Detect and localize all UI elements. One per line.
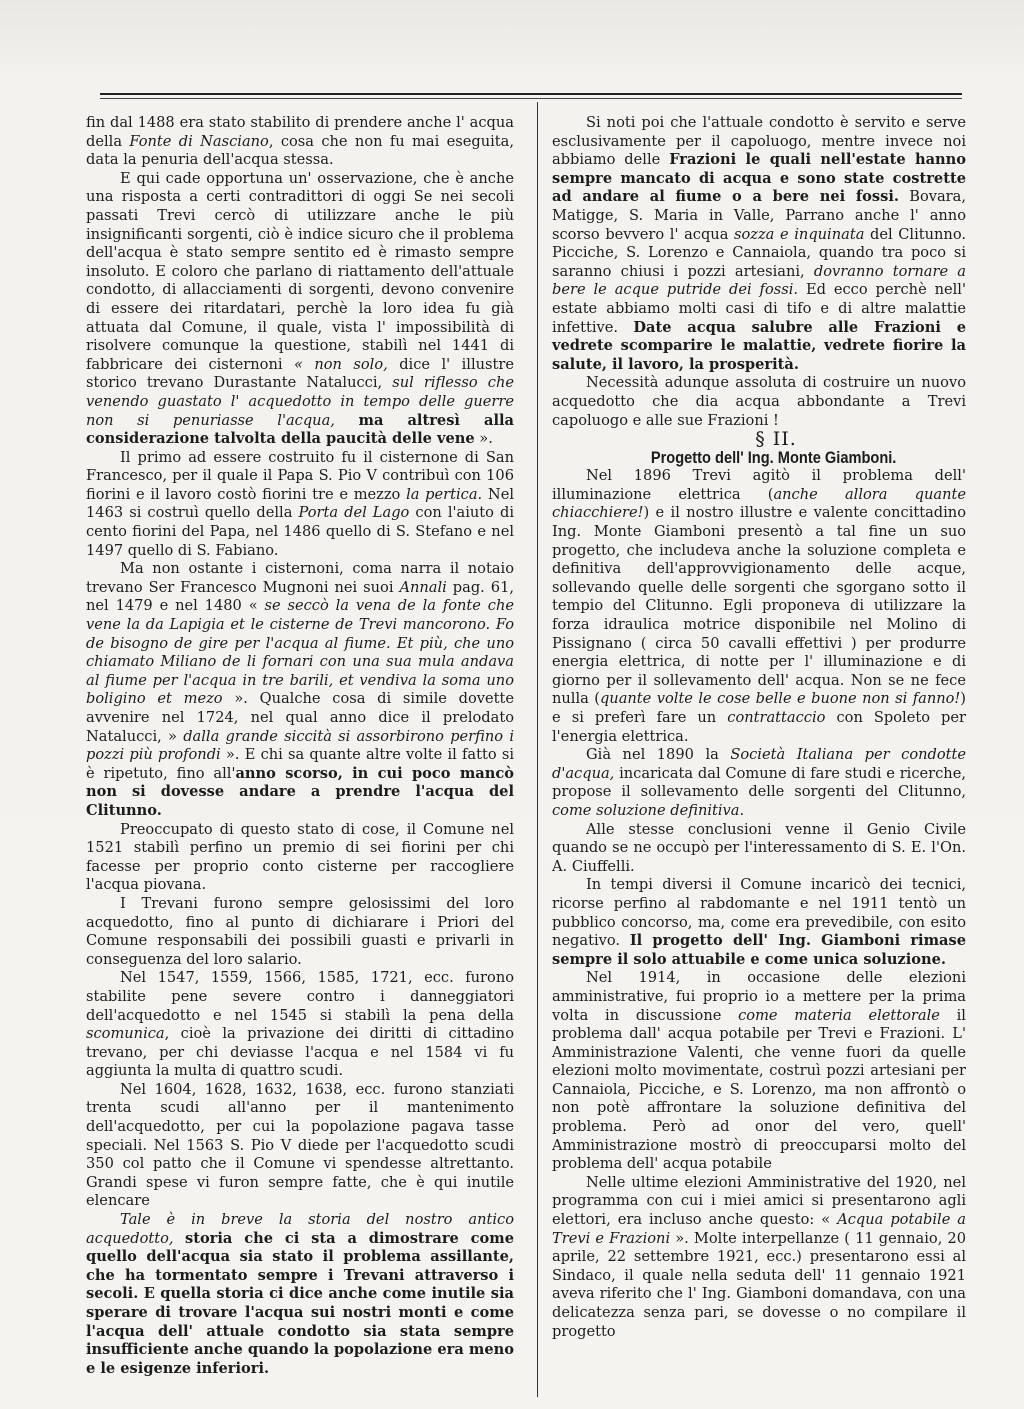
paragraph: Preoccupato di questo stato di cose, il Comune nel 1521 stabilì perfino un premio di sei fiorini per chi facesse per proprio conto cisterne per raccogliere l'acqua piovana. bbox=[86, 820, 514, 894]
paragraph: Alle stesse conclusioni venne il Genio Civile quando se ne occupò per l'interessamento di S. E. l'On. A. Ciuffelli. bbox=[552, 820, 966, 875]
section-number: § II. bbox=[755, 428, 797, 451]
paragraph: Nelle ultime elezioni Amministrative del 1920, nel programma con cui i miei amici si presentarono agli elettori, era incluso anche questo: « Acqua potabile a Trevi e Frazioni ». Molte interpellanze ( 11 gennaio, 20 aprile, 22 settembre 1921, ecc.) presentarono essi al Sindaco, il quale nella seduta dell' 11 gennaio 1921 aveva riferito che l' Ing. Giamboni domandava, con una delicatezza senza pari, se dovesse o no compilare il progetto bbox=[552, 1173, 967, 1340]
paragraph: Si noti poi che l'attuale condotto è servito e serve esclusivamente per il capoluogo, mentre invece noi abbiamo delle Frazioni le quali nell'estate hanno sempre mancato di acqua e sono state costrette ad andare al fiume o a bere nei fossi. Bovara, Matigge, S. Maria in Valle, Parrano anche l' anno scorso bevvero l' acqua sozza e inquinata del Clitunno. Picciche, S. Lorenzo e Cannaiola, quando tra poco si saranno chiusi i pozzi artesiani, dovranno tornare a bere le acque putride dei fossi. Ed ecco perchè nell' estate abbiamo molti casi di tifo e di altre malattie infettive. Date acqua salubre alle Frazioni e vedrete scomparire le malattie, vedrete fiorire la salute, il lavoro, la prosperità. bbox=[552, 114, 967, 373]
paragraph: Tale è in breve la storia del nostro antico acquedotto, storia che ci sta a dimostrare come quello dell'acqua sia stato il problema assillante, che ha tormentato sempre i Trevani attraverso i secoli. E quella storia ci dice anche come inutile sia sperare di trovare l'acqua sui nostri monti e come l'acqua dell' attuale condotto sia stata sempre insufficiente anche quando la popolazione era meno e le esigenze inferiori. bbox=[86, 1211, 515, 1377]
paragraph: fin dal 1488 era stato stabilito di prendere anche l' acqua della Fonte di Nasciano, cosa che non fu mai eseguita, data la penuria dell'acqua stessa. bbox=[86, 114, 514, 169]
paragraph: Nel 1547, 1559, 1566, 1585, 1721, ecc. furono stabilite pene severe contro i danneggiatori dell'acquedotto e nel 1545 si stabilì la pena della scomunica, cioè la privazione dei diritti di cittadino trevano, per chi deviasse l'acqua e nel 1584 vi fu aggiunta la multa di quattro scudi. bbox=[86, 969, 514, 1080]
paragraph: Nel 1604, 1628, 1632, 1638, ecc. furono stanziati trenta scudi all'anno per il mantenimento dell'acquedotto, per cui la popolazione pagava tasse speciali. Nel 1563 S. Pio V diede per l'acquedotto scudi 350 col patto che il Comune vi spendesse altrettanto. Grandi spese vi furon sempre fatte, che è qui inutile elencare bbox=[86, 1080, 514, 1210]
header-rule bbox=[100, 93, 962, 99]
column-divider bbox=[537, 102, 538, 1397]
paragraph: E qui cade opportuna un' osservazione, che è anche una risposta a certi contradittori di oggi Se nei secoli passati Trevi cercò di utilizzare anche le più insignificanti sorgenti, ciò è indice sicuro che il problema dell'acqua è stato sempre sentito ed è rimasto sempre insoluto. E coloro che parlano di riattamento dell'attuale condotto, di allacciamenti di sorgenti, devono convenire di essere dei ritardatari, perchè la loro idea fu già attuata dal Comune, il quale, vista l' impossibilità di risolvere comunque la questione, stabilì nel 1441 di fabbricare dei cisternoni « non solo, dice l' illustre storico trevano Durastante Natalucci, sul riflesso che venendo guastato l' acquedotto in tempo delle guerre non si penuriasse l'acqua, ma altresì alla considerazione talvolta della paucità delle vene ». bbox=[86, 169, 514, 448]
paragraph: Nel 1896 Trevi agitò il problema dell' illuminazione elettrica (anche allora quante chiacchiere!) e il nostro illustre e valente concittadino Ing. Monte Giamboni presentò a tal fine un suo progetto, che includeva anche la soluzione completa e definitiva dell'approvvigionamento delle acque, sollevando quelle delle sorgenti che sgorgano sotto il tempio del Clitunno. Egli proponeva di utilizzare la forza idraulica motrice disponibile nel Molino di Pissignano ( circa 50 cavalli effettivi ) per produrre energia elettrica, di notte per l' illuminazione e di giorno per il sollevamento dell' acqua. Non se ne fece nulla (quante volte le cose belle e buone non si fanno!) e si preferì fare un contrattaccio con Spoleto per l'energia elettrica. bbox=[552, 467, 967, 745]
paragraph: Ma non ostante i cisternoni, coma narra il notaio trevano Ser Francesco Mugnoni nei suoi Annali pag. 61, nel 1479 e nel 1480 « se seccò la vena de la fonte che vene la da Lapigia et le cisterne de Trevi mancorono. Fo de bisogno de gire per l'acqua al fiume. Et più, che uno chiamato Miliano de li fornari con una sua mula andava al fiume per l'acqua in tre barili, et vendiva la soma uno boligino et mezo ». Qualche cosa di simile dovette avvenire nel 1724, nel qual anno dice il prelodato Natalucci, » dalla grande siccità si assorbirono perfino i pozzi più profondi ». E chi sa quante altre volte il fatto si è ripetuto, fino all'anno scorso, in cui poco mancò non si dovesse andare a prendre l'acqua del Clitunno. bbox=[86, 560, 514, 819]
paragraph: Già nel 1890 la Società Italiana per condotte d'acqua, incaricata dal Comune di fare studi e ricerche, propose il sollevamento delle sorgenti del Clitunno, come soluzione definitiva. bbox=[552, 746, 967, 819]
paragraph: Il primo ad essere costruito fu il cisternone di San Francesco, per il quale il Papa S. Pio V contribuì con 106 fiorini e il lavoro costò fiorini tre e mezzo la pertica. Nel 1463 si costruì quello della Porta del Lago con l'aiuto di cento fiorini del Papa, nel 1486 quello di S. Stefano e nel 1497 quello di S. Fabiano. bbox=[86, 448, 514, 559]
section-title: Progetto dell' Ing. Monte Giamboni. bbox=[650, 447, 897, 467]
paragraph: Nel 1914, in occasione delle elezioni amministrative, fui proprio io a mettere per la prima volta in discussione come materia elettorale il problema dall' acqua potabile per Trevi e Frazioni. L' Amministrazione Valenti, che venne fuori da quelle elezioni molto movimentate, costruì pozzi artesiani per Cannaiola, Picciche, e S. Lorenzo, ma non affrontò o non potè affrontare la soluzione definitiva del problema. Però ad onor del vero, quell' Amministrazione mostrò di preoccuparsi molto del problema dell' acqua potabile bbox=[552, 969, 966, 1173]
paragraph: In tempi diversi il Comune incaricò dei tecnici, ricorse perfino al rabdomante e nel 1911 tentò un pubblico concorso, ma, come era prevedibile, con esito negativo. Il progetto dell' Ing. Giamboni rimase sempre il solo attuabile e come unica soluzione. bbox=[552, 876, 966, 968]
right-column bbox=[552, 114, 966, 1341]
paragraph: I Trevani furono sempre gelosissimi del loro acquedotto, fino al punto di dichiarare i Priori del Comune responsabili dei possibili guasti e privarli in conseguenza del loro salario. bbox=[86, 894, 514, 968]
left-column bbox=[86, 114, 514, 1378]
paragraph: Necessità adunque assoluta di costruire un nuovo acquedotto che dia acqua abbondante a Trevi capoluogo e alle sue Frazioni ! bbox=[552, 374, 966, 429]
